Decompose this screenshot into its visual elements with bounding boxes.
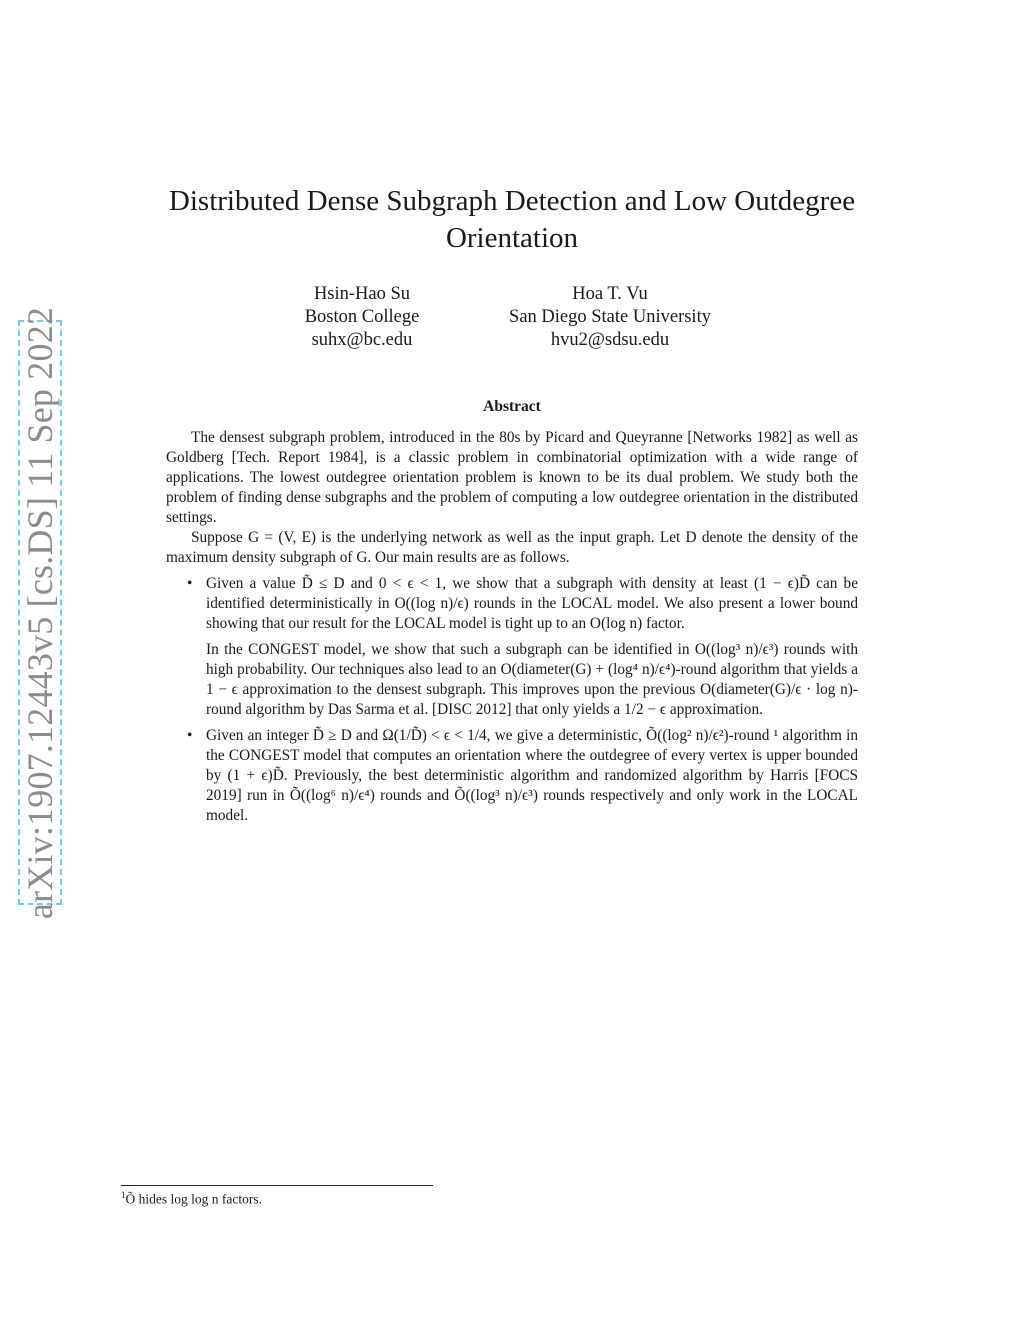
arxiv-stamp-text: arXiv:1907.12443v5 [cs.DS] 11 Sep 2022	[20, 306, 60, 919]
footnote	[121, 1190, 262, 1208]
bullet-marker: •	[187, 727, 193, 744]
list-item-text: Given an integer D̃ ≥ D and Ω(1/D̃) < ϵ < 1/4, we give a deterministic, Õ((log² n)/ϵ²)-round ¹ algorithm in the CONGEST model that computes an orientation where the outdegree of every vertex is upper bounded by (1 + ϵ)D̃. Previously, the best deterministic algorithm and randomized algorithm by Harris [FOCS 2019] run in Õ((log⁶ n)/ϵ⁴) rounds and Õ((log³ n)/ϵ³) rounds respectively and only work in the LOCAL model.	[206, 727, 858, 824]
author-affiliation: San Diego State University	[509, 307, 711, 327]
author-1	[262, 283, 462, 352]
list-item-text: Given a value D̃ ≤ D and 0 < ϵ < 1, we show that a subgraph with density at least (1 − ϵ)D̃ can be identified deterministically in O((log n)/ϵ) rounds in the LOCAL model. We also present a lower bound showing that our result for the LOCAL model is tight up to an O(log n) factor.	[206, 575, 858, 632]
abstract-paragraph: Suppose G = (V, E) is the underlying network as well as the input graph. Let D denote the density of the maximum density subgraph of G. Our main results are as follows.	[166, 529, 858, 566]
abstract-heading: Abstract	[483, 398, 541, 415]
list-item-subparagraph: In the CONGEST model, we show that such a subgraph can be identified in O((log³ n)/ϵ³) rounds with high probability. Our techniques also lead to an O(diameter(G) + (log⁴ n)/ϵ⁴)-round algorithm that yields a 1 − ϵ approximation to the densest subgraph. This improves upon the previous O(diameter(G)/ϵ · log n)-round algorithm by Das Sarma et al. [DISC 2012] that only yields a 1/2 − ϵ approximation.	[206, 641, 858, 718]
list-item	[187, 726, 858, 826]
author-email: hvu2@sdsu.edu	[550, 330, 670, 350]
footnote-text: Õ hides log log n factors.	[125, 1191, 262, 1207]
footnote-rule	[121, 1185, 433, 1186]
footnote-number: 1	[121, 1190, 126, 1200]
author-2	[470, 283, 750, 352]
author-name: Hsin-Hao Su	[313, 284, 411, 304]
abstract-paragraph: The densest subgraph problem, introduced in the 80s by Picard and Queyranne [Networks 1982] as well as Goldberg [Tech. Report 1984], is a classic problem in combinatorial optimization with a wide range of applications. The lowest outdegree orientation problem is known to be its dual problem. We study both the problem of finding dense subgraphs and the problem of computing a low outdegree orientation in the distributed settings.	[166, 429, 858, 526]
paper-title: Distributed Dense Subgraph Detection and Low Outdegree Orientation	[168, 185, 856, 254]
abstract-body	[166, 428, 858, 832]
author-affiliation: Boston College	[304, 307, 420, 327]
author-name: Hoa T. Vu	[572, 284, 648, 304]
author-email: suhx@bc.edu	[311, 330, 413, 350]
list-item	[187, 574, 858, 720]
results-list	[166, 574, 858, 826]
bullet-marker: •	[187, 575, 193, 592]
